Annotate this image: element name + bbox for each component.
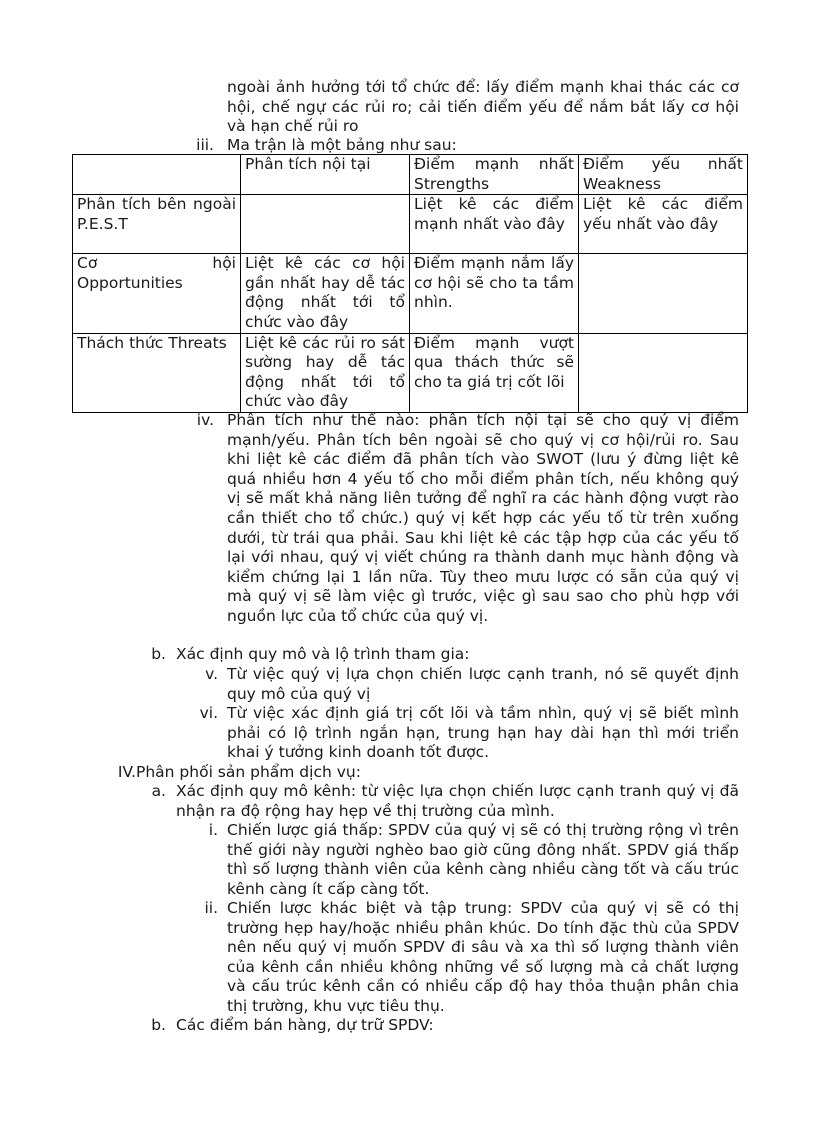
item-b2-number: b. [151,1016,166,1034]
item-ii-text: Chiến lược khác biệt và tập trung: SPDV của quý vị sẽ có thị trường hẹp hay/hoặc nhiều phân khúc. Do tính đặc thù của SPDV nên nếu quý vị muốn SPDV đi sâu và xa thì số lượng thành viên của kênh cần nhiều không những về số lượng mà cả chất lượng và cấu trúc kênh cần có nhiều cấp độ hay thỏa thuận phân chia thị trường, khu vực tiêu thụ. [227,899,739,1015]
matrix-cell: Liệt kê các cơ hội gần nhất hay dễ tác động nhất tới tổ chức vào đây [241,254,410,333]
matrix-row [73,195,748,254]
matrix-cell: Điểm yếu nhất Weakness [579,155,748,195]
item-i-text: Chiến lược giá thấp: SPDV của quý vị sẽ có thị trường rộng vì trên thế giới này người nghèo bao giờ cũng đông nhất. SPDV giá thấp thì số lượng thành viên của kênh càng nhiều càng tốt và cấu trúc kênh càng ít cấp càng tốt. [227,821,739,898]
item-b2-text: Các điểm bán hàng, dự trữ SPDV: [176,1016,434,1034]
matrix-cell: Điểm mạnh vượt qua thách thức sẽ cho ta giá trị cốt lõi [410,333,579,412]
matrix-row [73,333,748,412]
matrix-cell: Liệt kê các điểm mạnh nhất vào đây [410,195,579,254]
matrix-row [73,254,748,333]
matrix-cell: Điểm mạnh nắm lấy cơ hội sẽ cho ta tầm nhìn. [410,254,579,333]
matrix-cell [579,333,748,412]
item-b-number: b. [151,645,166,663]
swot-matrix-table [72,154,748,413]
item-v-number: v. [205,665,218,683]
item-v-text: Từ việc quý vị lựa chọn chiến lược cạnh tranh, nó sẽ quyết định quy mô của quý vị [227,665,739,703]
matrix-cell: Liệt kê các rủi ro sát sường hay dễ tác động nhất tới tổ chức vào đây [241,333,410,412]
matrix-cell [73,155,241,195]
item-ii-number: ii. [204,899,218,917]
item-iv-text: Phân tích như thế nào: phân tích nội tại sẽ cho quý vị điểm mạnh/yếu. Phân tích bên ngoài sẽ cho quý vị cơ hội/rủi ro. Sau khi liệt kê các điểm đã phân tích vào SWOT (lưu ý đừng liệt kê quá nhiều hơn 4 yếu tố cho mỗi điểm phân tích, nếu không quý vị sẽ mất khả năng liên tưởng để nghĩ ra các hành động vượt rào cần thiết cho tổ chức.) quý vị kết hợp các yếu tố từ trên xuống dưới, từ trái qua phải. Sau khi liệt kê các tập hợp của các yếu tố lại với nhau, quý vị viết chúng ra thành danh mục hành động và kiểm chứng lại 1 lần nữa. Tùy theo mưu lược có sẵn của quý vị mà quý vị sẽ làm việc gì trước, việc gì sau sao cho phù hợp với nguồn lực của tổ chức của quý vị. [227,411,739,625]
matrix-cell: Cơ hội Opportunities [73,254,241,333]
item-iv-number: iv. [196,411,214,429]
item-i-number: i. [208,821,218,839]
matrix-cell: Phân tích bên ngoài P.E.S.T [73,195,241,254]
matrix-cell: Phân tích nội tại [241,155,410,195]
intro-paragraph: ngoài ảnh hưởng tới tổ chức để: lấy điểm mạnh khai thác các cơ hội, chế ngự các rủi ro; cải tiến điểm yếu để nắm bắt lấy cơ hội và hạn chế rủi ro [227,78,739,136]
item-iii-text: Ma trận là một bảng như sau: [227,136,457,154]
matrix-cell: Thách thức Threats [73,333,241,412]
item-b-text: Xác định quy mô và lộ trình tham gia: [176,645,470,663]
section-iv-number: IV. [117,763,136,781]
matrix-cell [579,254,748,333]
matrix-header-row [73,155,748,195]
matrix-cell: Liệt kê các điểm yếu nhất vào đây [579,195,748,254]
section-iv-heading: Phân phối sản phẩm dịch vụ: [136,763,361,781]
item-iii-number: iii. [196,136,214,154]
item-a-number: a. [151,782,166,800]
matrix-cell [241,195,410,254]
item-vi-text: Từ việc xác định giá trị cốt lõi và tầm nhìn, quý vị sẽ biết mình phải có lộ trình ngắn hạn, trung hạn hay dài hạn thì mới triển khai ý tưởng kinh doanh tốt được. [227,704,739,762]
item-vi-number: vi. [199,704,218,722]
matrix-cell: Điểm mạnh nhất Strengths [410,155,579,195]
item-a-text: Xác định quy mô kênh: từ việc lựa chọn chiến lược cạnh tranh quý vị đã nhận ra độ rộng hay hẹp về thị trường của mình. [176,782,739,820]
